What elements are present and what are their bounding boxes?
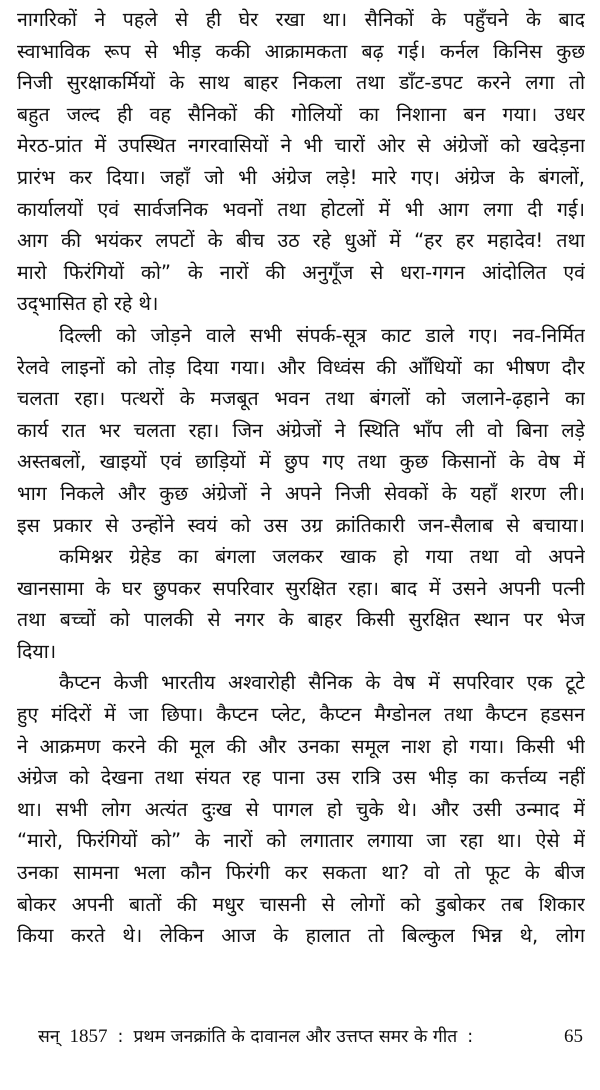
footer-year: 1857: [69, 1026, 108, 1047]
paragraph: [17, 4, 585, 320]
text-line: बहुत जल्द ही वह सैनिकों की गोलियों का निशाना बन गया। उधर: [17, 102, 585, 126]
text-line: दिल्ली को जोड़ने वाले सभी संपर्क-सूत्र काट डाले गए। नव-निर्मित: [59, 323, 585, 347]
text-line: प्रारंभ कर दिया। जहाँ जो भी अंग्रेज लड़े! मारे गए। अंग्रेज के बंगलों,: [17, 165, 585, 189]
text-line: कार्य रात भर चलता रहा। जिन अंग्रेजों ने स्थिति भाँप ली वो बिना लड़े: [17, 418, 585, 442]
text-line: भाग निकले और कुछ अंग्रेजों ने अपने निजी सेवकों के यहाँ शरण ली।: [17, 481, 585, 505]
text-line: आग की भयंकर लपटों के बीच उठ रहे धुओं में “हर हर महादेव! तथा: [17, 229, 585, 253]
text-line: बोकर अपनी बातों की मधुर चासनी से लोगों को डुबोकर तब शिकार: [17, 892, 585, 916]
text-line: मेरठ-प्रांत में उपस्थित नगरवासियों ने भी चारों ओर से अंग्रेजों को खदेड़ना: [17, 134, 585, 158]
text-line: हुए मंदिरों में जा छिपा। कैप्टन प्लेट, कैप्टन मैग्डोनल तथा कैप्टन हडसन: [17, 703, 585, 727]
page-footer: [38, 1022, 583, 1052]
text-line: था। सभी लोग अत्यंत दुःख से पागल हो चुके थे। और उसी उन्माद में: [17, 797, 585, 821]
text-line: “मारो, फिरंगियों को” के नारों को लगातार लगाया जा रहा था। ऐसे में: [17, 829, 585, 853]
text-line: निजी सुरक्षाकर्मियों के साथ बाहर निकला तथा डाँट-डपट करने लगा तो: [17, 71, 585, 95]
body-text: [17, 4, 585, 952]
book-title: प्रथम जनक्रांति के दावानल और उत्तप्त समर के गीत: [133, 1027, 458, 1047]
text-line: उद्‌भासित हो रहे थे।: [17, 292, 159, 316]
text-line: चलता रहा। पत्थरों के मजबूत भवन तथा बंगलों को जलाने-ढ़हाने का: [17, 387, 585, 411]
text-line: कार्यालयों एवं सार्वजनिक भवनों तथा होटलों में भी आग लगा दी गई।: [17, 197, 585, 221]
text-line: दिया।: [17, 639, 57, 663]
text-line: तथा बच्चों को पालकी से नगर के बाहर किसी सुरक्षित स्थान पर भेज: [17, 608, 585, 632]
text-line: कैप्टन केजी भारतीय अश्वारोही सैनिक के वेष में सपरिवार एक टूटे: [59, 671, 585, 695]
running-footer: [38, 1022, 473, 1052]
text-line: इस प्रकार से उन्होंने स्वयं को उस उग्र क्रांतिकारी जन-सैलाब से बचाया।: [17, 513, 585, 537]
text-line: स्वाभाविक रूप से भीड़ ककी आक्रामकता बढ़ गई। कर्नल किनिस कुछ: [17, 39, 585, 63]
footer-prefix: सन्: [38, 1027, 60, 1047]
text-line: मारो फिरंगियों को” के नारों की अनुगूँज से धरा-गगन आंदोलित एवं: [17, 260, 585, 284]
text-line: अस्तबलों, खाइयों एवं छाड़ियों में छुप गए तथा कुछ किसानों के वेष में: [17, 450, 585, 474]
footer-separator: :: [467, 1027, 474, 1047]
text-line: ने आक्रमण करने की मूल की और उनका समूल नाश हो गया। किसी भी: [17, 734, 585, 758]
paragraph: [17, 667, 585, 951]
text-line: उनका सामना भला कौन फिरंगी कर सकता था? वो तो फूट के बीज: [17, 861, 585, 885]
text-line: अंग्रेज को देखना तथा संयत रह पाना उस रात्रि उस भीड़ का कर्त्तव्य नहीं: [17, 766, 585, 790]
page-number: 65: [564, 1026, 583, 1047]
text-line: रेलवे लाइनों को तोड़ दिया गया। और विध्वंस की आँधियों का भीषण दौर: [17, 355, 585, 379]
paragraph: [17, 541, 585, 667]
text-line: खानसामा के घर छुपकर सपरिवार सुरक्षित रहा। बाद में उसने अपनी पत्नी: [17, 576, 585, 600]
text-line: नागरिकों ने पहले से ही घेर रखा था। सैनिकों के पहुँचने के बाद: [17, 8, 585, 31]
footer-separator: :: [117, 1027, 124, 1047]
text-line: किया करते थे। लेकिन आज के हालात तो बिल्कुल भिन्न थे, लोग: [17, 924, 585, 948]
paragraph: [17, 320, 585, 541]
text-line: कमिश्नर ग्रेहेड का बंगला जलकर खाक हो गया तथा वो अपने: [59, 545, 585, 569]
